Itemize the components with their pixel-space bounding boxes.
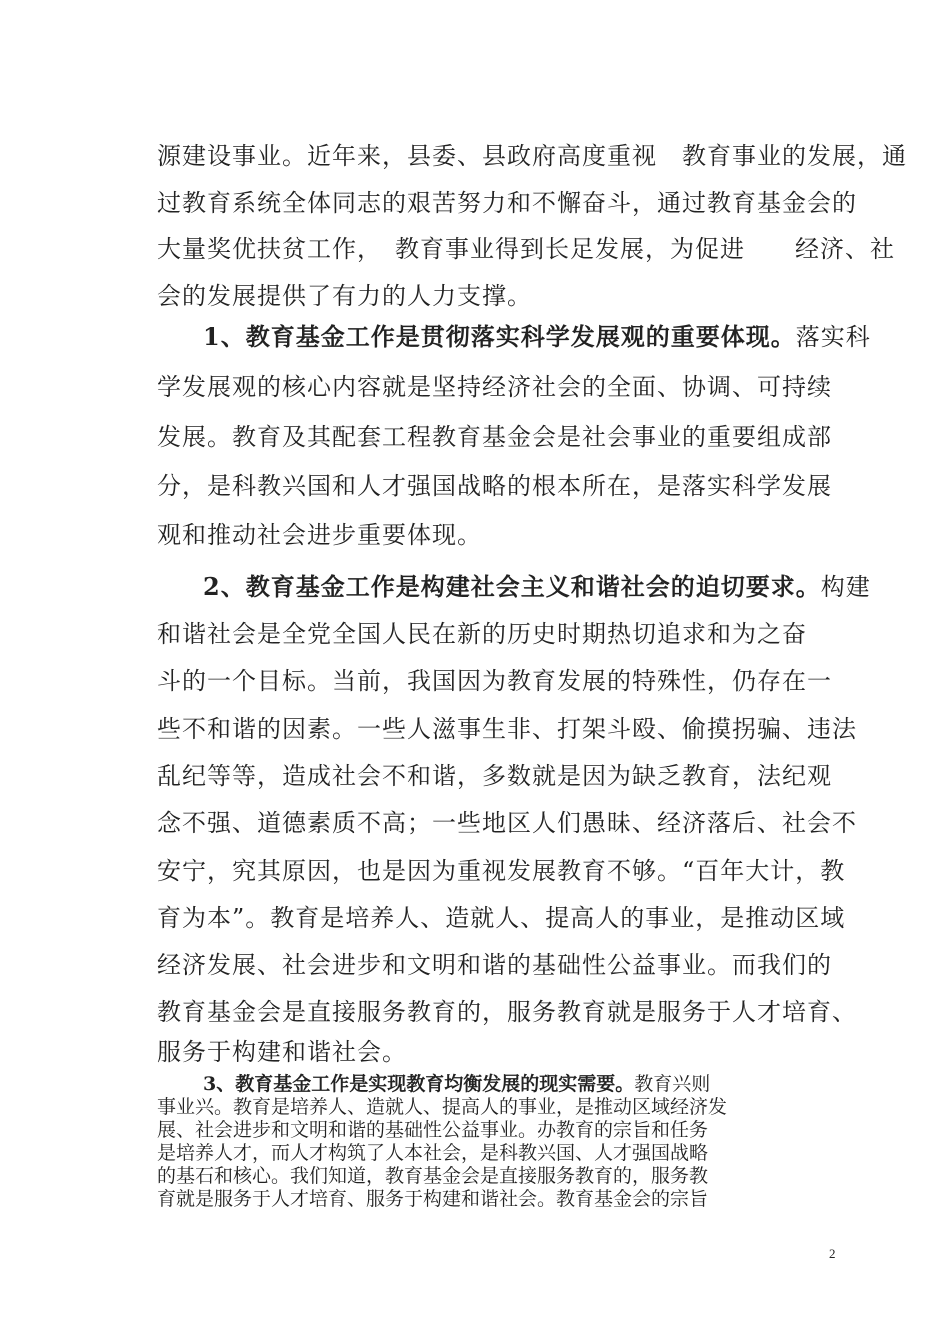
paragraph-line: 大量奖优扶贫工作， 教育事业得到长足发展，为促进 经济、社 xyxy=(157,235,895,263)
paragraph-line: 和谐社会是全党全国人民在新的历史时期热切追求和为之奋 xyxy=(157,620,807,648)
paragraph-line: 服务于构建和谐社会。 xyxy=(157,1038,407,1066)
paragraph-line: 观和推动社会进步重要体现。 xyxy=(157,521,482,549)
section-heading: 3、教育基金工作是实现教育均衡发展的现实需要。 xyxy=(203,1073,635,1095)
paragraph-first-line xyxy=(203,572,871,602)
section-heading: 2、教育基金工作是构建社会主义和谐社会的迫切要求。 xyxy=(203,572,821,601)
paragraph-line: 经济发展、社会进步和文明和谐的基础性公益事业。而我们的 xyxy=(157,951,832,979)
paragraph-line: 斗的一个目标。当前，我国因为教育发展的特殊性，仍存在一 xyxy=(157,667,832,695)
paragraph-line: 过教育系统全体同志的艰苦努力和不懈奋斗，通过教育基金会的 xyxy=(157,189,857,217)
paragraph-line: 念不强、道德素质不高；一些地区人们愚昧、经济落后、社会不 xyxy=(157,809,857,837)
paragraph-line: 些不和谐的因素。一些人滋事生非、打架斗殴、偷摸拐骗、违法 xyxy=(157,715,857,743)
paragraph-line: 发展。教育及其配套工程教育基金会是社会事业的重要组成部 xyxy=(157,423,832,451)
paragraph-line: 分，是科教兴国和人才强国战略的根本所在，是落实科学发展 xyxy=(157,472,832,500)
section-heading: 1、教育基金工作是贯彻落实科学发展观的重要体现。 xyxy=(203,322,796,351)
paragraph-line: 源建设事业。近年来，县委、县政府高度重视 教育事业的发展，通 xyxy=(157,142,907,170)
paragraph-line: 乱纪等等，造成社会不和谐，多数就是因为缺乏教育，法纪观 xyxy=(157,762,832,790)
paragraph-first-line xyxy=(203,1073,710,1095)
paragraph-line: 的基石和核心。我们知道，教育基金会是直接服务教育的，服务教 xyxy=(157,1165,709,1187)
paragraph-line: 育为本”。教育是培养人、造就人、提高人的事业，是推动区域 xyxy=(157,904,846,932)
paragraph-first-line xyxy=(203,322,871,352)
paragraph-text: 构建 xyxy=(820,573,871,601)
paragraph-line: 育就是服务于人才培育、服务于构建和谐社会。教育基金会的宗旨 xyxy=(157,1188,709,1210)
paragraph-line: 事业兴。教育是培养人、造就人、提高人的事业，是推动区域经济发 xyxy=(157,1096,728,1118)
paragraph-line: 教育基金会是直接服务教育的，服务教育就是服务于人才培育、 xyxy=(157,998,857,1026)
paragraph-text: 教育兴则 xyxy=(634,1073,711,1095)
paragraph-line: 展、社会进步和文明和谐的基础性公益事业。办教育的宗旨和任务 xyxy=(157,1119,709,1141)
paragraph-line: 学发展观的核心内容就是坚持经济社会的全面、协调、可持续 xyxy=(157,373,832,401)
paragraph-line: 安宁，究其原因，也是因为重视发展教育不够。“百年大计，教 xyxy=(157,857,846,885)
page-number: 2 xyxy=(829,1246,836,1261)
paragraph-text: 落实科 xyxy=(795,323,871,351)
paragraph-line: 是培养人才，而人才构筑了人本社会，是科教兴国、人才强国战略 xyxy=(157,1142,709,1164)
paragraph-line: 会的发展提供了有力的人力支撑。 xyxy=(157,282,532,310)
